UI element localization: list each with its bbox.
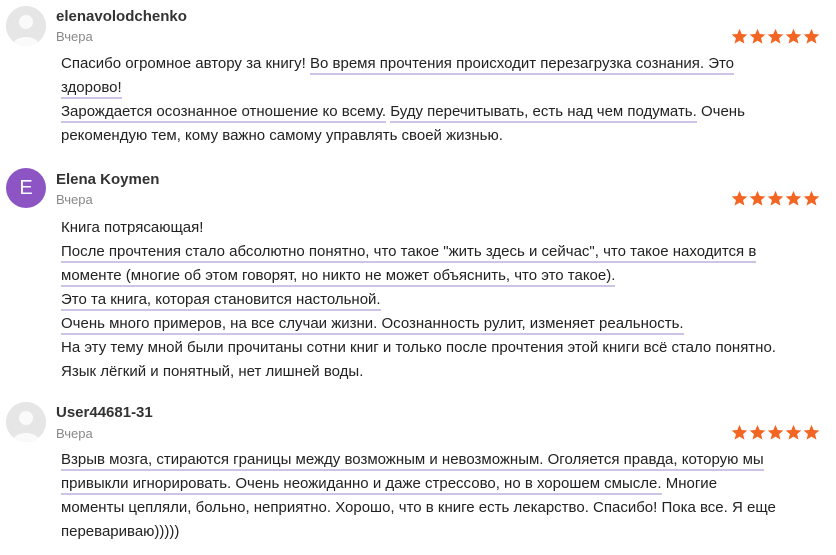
review-text-line: Многие bbox=[665, 475, 718, 492]
star-icon bbox=[749, 28, 766, 45]
review-text-line: моменты цепляли, больно, неприятно. Хорошо, что в книге есть лекарство. Спасибо! Пока все. Я еще bbox=[61, 499, 776, 516]
review-text-line: моменте (многие об этом говорят, но никто не может объяснить, что это такое). bbox=[61, 267, 615, 287]
review-text-line: Зарождается осознанное отношение ко всему. bbox=[61, 103, 386, 123]
review-text-line: После прочтения стало абсолютно понятно, что такое "жить здесь и сейчас", что такое находится в bbox=[61, 243, 756, 263]
user-silhouette-icon bbox=[6, 6, 46, 46]
star-icon bbox=[749, 190, 766, 207]
rating-stars bbox=[731, 28, 820, 45]
review-text-line: Во время прочтения происходит перезагрузка сознания. Это bbox=[310, 55, 734, 75]
review-text bbox=[61, 52, 826, 148]
star-icon bbox=[785, 28, 802, 45]
star-icon bbox=[785, 424, 802, 441]
star-icon bbox=[803, 424, 820, 441]
star-icon bbox=[785, 190, 802, 207]
avatar[interactable] bbox=[6, 6, 46, 46]
avatar[interactable] bbox=[6, 402, 46, 442]
review-text-line: Спасибо огромное автору за книгу! bbox=[61, 55, 306, 72]
review-text-line: Очень bbox=[700, 103, 745, 120]
review-text-line: привыкли игнорировать. Очень неожиданно и даже стрессово, но в хорошем смысле. bbox=[61, 475, 662, 495]
review-author[interactable]: elenavolodchenko bbox=[56, 8, 187, 25]
review-text-line: Язык лёгкий и понятный, нет лишней воды. bbox=[61, 363, 364, 380]
review-author[interactable]: Elena Koymen bbox=[56, 171, 160, 188]
star-icon bbox=[803, 28, 820, 45]
star-icon bbox=[803, 190, 820, 207]
review-text-line: Очень много примеров, на все случаи жизни. Осознанность рулит, изменяет реальность. bbox=[61, 315, 684, 335]
rating-stars bbox=[731, 190, 820, 207]
review-text-line: На эту тему мной были прочитаны сотни книг и только после прочтения этой книги всё стало понятно. bbox=[61, 339, 776, 356]
star-icon bbox=[731, 190, 748, 207]
review-card bbox=[0, 162, 836, 394]
review-text bbox=[61, 448, 826, 544]
star-icon bbox=[767, 28, 784, 45]
star-icon bbox=[731, 28, 748, 45]
review-text-line: Книга потрясающая! bbox=[61, 219, 204, 236]
review-text bbox=[61, 216, 826, 384]
review-author[interactable]: User44681-31 bbox=[56, 404, 153, 421]
star-icon bbox=[767, 424, 784, 441]
user-silhouette-icon bbox=[6, 402, 46, 442]
star-icon bbox=[749, 424, 766, 441]
star-icon bbox=[767, 190, 784, 207]
avatar[interactable]: E bbox=[6, 168, 46, 208]
review-date: Вчера bbox=[56, 29, 93, 44]
review-date: Вчера bbox=[56, 426, 93, 441]
review-text-line: Взрыв мозга, стираются границы между возможным и невозможным. Оголяется правда, которую мы bbox=[61, 451, 764, 471]
review-text-line: перевариваю))))) bbox=[61, 523, 180, 540]
review-text-line: рекомендую тем, кому важно самому управлять своей жизнью. bbox=[61, 127, 503, 144]
review-text-line: здорово! bbox=[61, 79, 122, 99]
review-text-line: Это та книга, которая становится настольной. bbox=[61, 291, 381, 311]
review-date: Вчера bbox=[56, 192, 93, 207]
rating-stars bbox=[731, 424, 820, 441]
review-card bbox=[0, 396, 836, 555]
review-card bbox=[0, 0, 836, 160]
star-icon bbox=[731, 424, 748, 441]
review-text-line: Буду перечитывать, есть над чем подумать. bbox=[390, 103, 697, 123]
